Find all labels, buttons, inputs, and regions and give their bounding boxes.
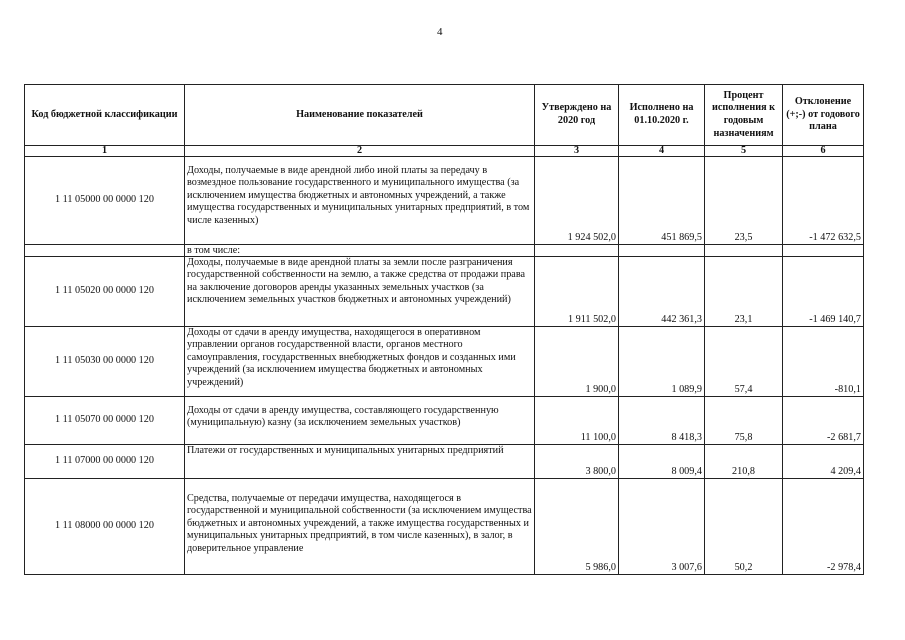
row-name: Доходы от сдачи в аренду имущества, находящегося в оперативном управлении органов государственной власти, органов местного самоуправления, государственных внебюджетных фондов и созданных ими учреждений (за исключением имущества бюджетных и автономных учреждений) (185, 327, 535, 397)
empty-cell (535, 245, 619, 257)
row-approved: 5 986,0 (535, 479, 619, 575)
table-row (25, 445, 864, 479)
header-code: Код бюджетной классификации (25, 85, 185, 146)
row-code: 1 11 05020 00 0000 120 (25, 257, 185, 327)
row-percent: 75,8 (705, 397, 783, 445)
row-percent: 23,1 (705, 257, 783, 327)
row-deviation: -2 681,7 (783, 397, 864, 445)
header-name: Наименование показателей (185, 85, 535, 146)
row-name: Доходы, получаемые в виде арендной либо иной платы за передачу в возмездное пользование государственного и муниципального имущества (за исключением имущества бюджетных и автономных учреждений, а также имущества государственных и муниципальных унитарных предприятий, в том числе казенных) (185, 157, 535, 245)
empty-cell (783, 245, 864, 257)
row-name: Доходы от сдачи в аренду имущества, составляющего государственную (муниципальную) казну (за исключением земельных участков) (185, 397, 535, 445)
row-code: 1 11 08000 00 0000 120 (25, 479, 185, 575)
row-executed: 8 418,3 (619, 397, 705, 445)
row-deviation: -1 472 632,5 (783, 157, 864, 245)
budget-table (24, 84, 864, 575)
row-code: 1 11 05030 00 0000 120 (25, 327, 185, 397)
row-executed: 3 007,6 (619, 479, 705, 575)
column-number: 6 (783, 146, 864, 157)
row-percent: 210,8 (705, 445, 783, 479)
header-executed: Исполнено на 01.10.2020 г. (619, 85, 705, 146)
row-code: 1 11 07000 00 0000 120 (25, 445, 185, 479)
row-code: 1 11 05000 00 0000 120 (25, 157, 185, 245)
row-deviation: -810,1 (783, 327, 864, 397)
row-approved: 1 900,0 (535, 327, 619, 397)
row-deviation: 4 209,4 (783, 445, 864, 479)
row-deviation: -2 978,4 (783, 479, 864, 575)
empty-cell (619, 245, 705, 257)
row-approved: 1 911 502,0 (535, 257, 619, 327)
row-name: Доходы, получаемые в виде арендной платы за земли после разграничения государственной собственности на землю, а также средства от продажи права на заключение договоров аренды указанных земельных участков (за исключением земельных участков бюджетных и автономных учреждений) (185, 257, 535, 327)
header-deviation: Отклонение (+;-) от годового плана (783, 85, 864, 146)
header-percent: Процент исполнения к годовым назначениям (705, 85, 783, 146)
row-approved: 3 800,0 (535, 445, 619, 479)
column-number: 4 (619, 146, 705, 157)
row-approved: 1 924 502,0 (535, 157, 619, 245)
empty-cell (25, 245, 185, 257)
row-executed: 451 869,5 (619, 157, 705, 245)
page-number: 4 (437, 26, 443, 38)
row-percent: 50,2 (705, 479, 783, 575)
row-code: 1 11 05070 00 0000 120 (25, 397, 185, 445)
row-name: Средства, получаемые от передачи имущества, находящегося в государственной и муниципальной собственности (за исключением имущества бюджетных и автономных учреждений, а также имущества государственных и муниципальных унитарных предприятий, в том числе казенных), в залог, в доверительное управление (185, 479, 535, 575)
empty-cell (705, 245, 783, 257)
row-percent: 57,4 (705, 327, 783, 397)
column-number: 1 (25, 146, 185, 157)
row-percent: 23,5 (705, 157, 783, 245)
column-number: 2 (185, 146, 535, 157)
row-name: Платежи от государственных и муниципальных унитарных предприятий (185, 445, 535, 479)
table-row (25, 257, 864, 327)
table-row (25, 479, 864, 575)
row-executed: 442 361,3 (619, 257, 705, 327)
subheader-label: в том числе: (185, 245, 535, 257)
column-number-row (25, 146, 864, 157)
header-approved: Утверждено на 2020 год (535, 85, 619, 146)
row-executed: 1 089,9 (619, 327, 705, 397)
table-row (25, 327, 864, 397)
table-row (25, 157, 864, 245)
subheader-row (25, 245, 864, 257)
column-number: 3 (535, 146, 619, 157)
column-number: 5 (705, 146, 783, 157)
row-approved: 11 100,0 (535, 397, 619, 445)
table-row (25, 397, 864, 445)
row-deviation: -1 469 140,7 (783, 257, 864, 327)
table-header-row (25, 85, 864, 146)
row-executed: 8 009,4 (619, 445, 705, 479)
